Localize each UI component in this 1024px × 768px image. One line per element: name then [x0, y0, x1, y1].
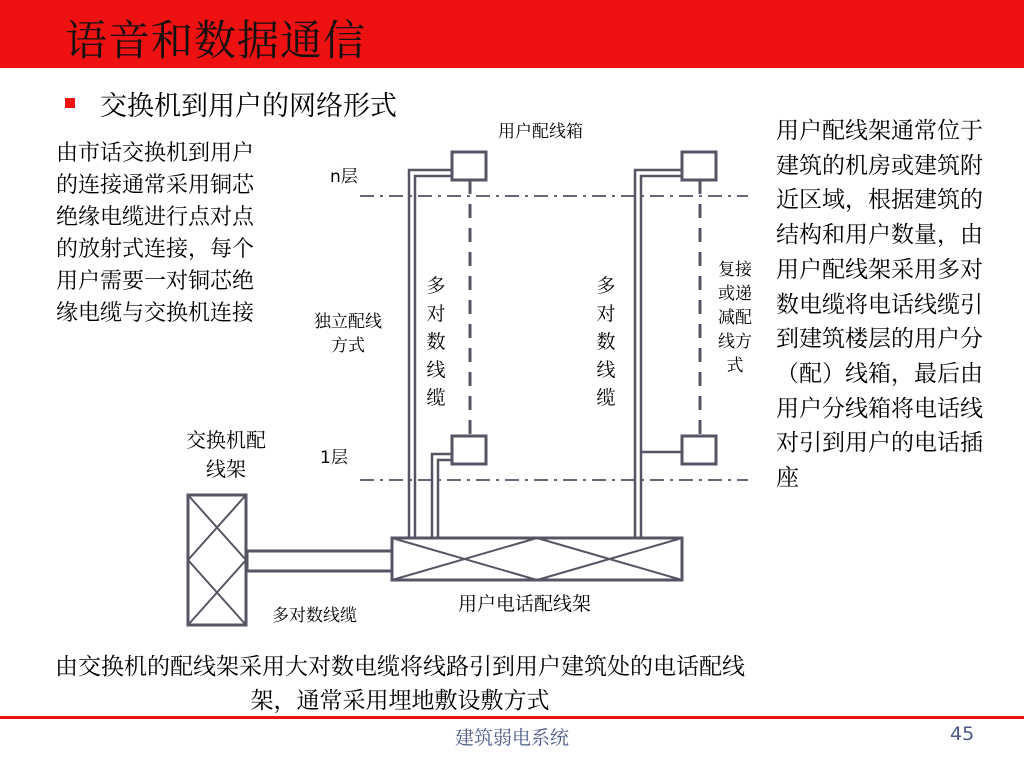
cable-to-1-left-inner: [438, 460, 452, 538]
trunk-cable: [247, 551, 392, 571]
user-box-1-left: [452, 436, 486, 464]
right-description: 用户配线架通常位于建筑的机房或建筑附近区域，根据建筑的结构和用户数量，由用户配线架采用多对数电缆将电话线缆引到建筑楼层的用户分（配）线箱，最后由用户分线箱将电话线对引到用户的电话插座: [776, 118, 983, 492]
independent-wiring-label: 独立配线方式: [314, 312, 382, 356]
multi-pair-label-left: 多对数线缆: [426, 275, 446, 409]
multi-pair-label-right: 多对数线缆: [596, 275, 616, 409]
user-box-n-left: [452, 152, 486, 180]
user-box-1-right: [682, 436, 716, 464]
floor-n-label: n层: [330, 167, 358, 187]
footer-divider: [0, 716, 1024, 719]
switch-frame: [188, 495, 246, 625]
slide-subtitle: 交换机到用户的网络形式: [100, 91, 397, 122]
floor-1-label: 1层: [320, 448, 348, 468]
switch-frame-label: 交换机配线架: [186, 428, 266, 481]
multi-pair-cable-label: 多对数线缆: [272, 606, 357, 626]
user-box-label: 用户配线箱: [498, 122, 583, 142]
page-number: 45: [950, 723, 975, 745]
footer-course-name: 建筑弱电系统: [454, 727, 569, 749]
slide-title: 语音和数据通信: [65, 16, 367, 65]
cable-to-1-left: [432, 454, 452, 538]
cable-to-n-right-inner: [641, 176, 682, 538]
bottom-description: 由交换机的配线架采用大对数电缆将线路引到用户建筑处的电话配线架，通常采用埋地敷设敷方式: [55, 654, 745, 714]
cascade-wiring-label: 复接或递减配线方式: [718, 260, 752, 376]
user-phone-frame: [392, 538, 682, 580]
left-description: 由市话交换机到用户的连接通常采用铜芯绝缘电缆进行点对点的放射式连接，每个用户需要一对铜芯绝缘电缆与交换机连接: [55, 141, 254, 326]
user-box-n-right: [682, 152, 716, 180]
user-phone-frame-label: 用户电话配线架: [458, 593, 592, 615]
